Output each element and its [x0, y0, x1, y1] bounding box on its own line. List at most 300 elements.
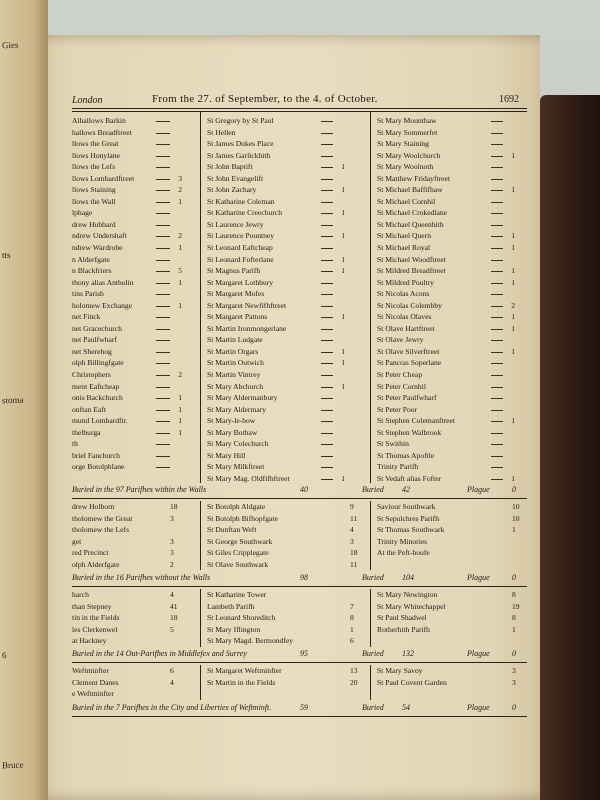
parish-name: St Vedaft alias Fofter — [377, 473, 442, 483]
burial-count: 1 — [511, 277, 515, 287]
parish-row — [72, 277, 184, 289]
leader-line — [156, 444, 170, 445]
parish-row — [207, 346, 347, 358]
parish-name: Weftminfter — [72, 666, 109, 675]
parish-row — [72, 150, 184, 162]
column-divider — [370, 665, 371, 700]
parish-name: St Mary Abchurch — [207, 381, 264, 391]
parish-name: drew Holborn — [72, 502, 115, 511]
parish-row — [72, 196, 184, 208]
leader-line — [491, 352, 503, 353]
parish-name: St Paul Shadwel — [377, 613, 427, 622]
parish-row — [207, 323, 347, 335]
buried-total: 54 — [402, 703, 410, 712]
burial-count: 3 — [170, 513, 174, 523]
summary-label: Buried in the 7 Parifhes in the City and Liberties of Weftminft. — [72, 703, 272, 712]
leader-line — [156, 167, 170, 168]
parish-row — [72, 369, 184, 381]
leader-line — [321, 433, 333, 434]
summary-rule — [72, 662, 527, 663]
leader-line — [321, 306, 333, 307]
leader-line — [491, 225, 503, 226]
leader-line — [491, 202, 503, 203]
leader-line — [156, 421, 170, 422]
parish-row — [377, 173, 517, 185]
buried-total: 104 — [402, 573, 414, 582]
leader-line — [321, 456, 333, 457]
parish-row — [207, 230, 347, 242]
burial-count: 1 — [341, 473, 345, 483]
leader-line — [491, 190, 503, 191]
parish-name: St Michael Crokedlane — [377, 208, 448, 218]
burial-count: 8 — [350, 613, 354, 622]
parish-name: at Hackney — [72, 636, 107, 645]
parish-name: net Finck — [72, 312, 101, 322]
parish-row — [377, 138, 517, 150]
leader-line — [491, 306, 503, 307]
parish-name: St Michael Queenhith — [377, 219, 444, 229]
burial-count: 1 — [511, 312, 515, 322]
leader-line — [491, 444, 503, 445]
plague-total: 0 — [512, 703, 516, 712]
leader-line — [321, 202, 333, 203]
parish-name: St Mary Bothaw — [207, 427, 258, 437]
parish-row — [72, 438, 184, 450]
leader-line — [321, 398, 333, 399]
bill-of-mortality-page — [30, 35, 540, 800]
leader-line — [156, 410, 170, 411]
burial-count: 1 — [341, 185, 345, 195]
parish-name: St Thomas Southwark — [377, 525, 445, 534]
parish-name: ndrew Wardrobe — [72, 243, 123, 253]
parish-name: St Mary Newington — [377, 590, 438, 599]
parish-row — [377, 196, 517, 208]
leader-line — [491, 213, 503, 214]
parish-name: St Mary Aldermary — [207, 404, 267, 414]
leader-line — [321, 283, 333, 284]
parish-name: tin in the Fields — [72, 613, 120, 622]
leader-line — [321, 236, 333, 237]
leader-line — [156, 225, 170, 226]
column-divider — [370, 501, 371, 570]
parish-name: onis Backchurch — [72, 393, 123, 403]
buried-total: 132 — [402, 649, 414, 658]
leader-line — [156, 144, 170, 145]
parish-row — [72, 254, 184, 266]
parish-row — [377, 265, 517, 277]
leader-line — [156, 121, 170, 122]
burial-count: 1 — [341, 346, 345, 356]
parish-name: llows Staining — [72, 185, 116, 195]
parish-name: St Mildred Poultry — [377, 277, 434, 287]
header-rule-2 — [72, 111, 527, 112]
parish-row — [377, 207, 517, 219]
leader-line — [321, 260, 333, 261]
parish-row — [207, 242, 347, 254]
parish-name: harch — [72, 590, 89, 599]
parish-name: St Mary Savoy — [377, 666, 423, 675]
burial-count: 1 — [511, 243, 515, 253]
leader-line — [491, 167, 503, 168]
parish-row — [72, 288, 184, 300]
burial-count: 18 — [170, 613, 178, 622]
leader-line — [491, 283, 503, 284]
burial-count: 4 — [170, 590, 174, 599]
parish-name: St Sepulchres Parifh — [377, 513, 440, 523]
leader-line — [491, 317, 503, 318]
burial-count: 1 — [341, 162, 345, 172]
parish-row — [72, 559, 527, 571]
parish-name: olph Alderfgate — [72, 559, 120, 569]
parish-name: St Mary Woolnoth — [377, 162, 434, 172]
parish-row — [72, 138, 184, 150]
parish-row — [72, 450, 184, 462]
parish-row — [377, 127, 517, 139]
summary-line — [72, 649, 527, 661]
parish-name: St Leonard Eaftcheap — [207, 243, 273, 253]
leader-line — [156, 317, 170, 318]
burial-count: 1 — [511, 266, 515, 276]
leader-line — [491, 363, 503, 364]
parish-name: thelburga — [72, 427, 101, 437]
page-header — [72, 93, 527, 107]
parish-row — [72, 207, 184, 219]
parish-name: St Katharine Tower — [207, 590, 267, 599]
leader-line — [156, 213, 170, 214]
parish-row — [207, 115, 347, 127]
plague-label: Plague — [467, 703, 490, 712]
parish-name: get — [72, 536, 82, 546]
parish-row — [72, 323, 184, 335]
parish-name: n Alderfgate — [72, 254, 110, 264]
parish-name: St Mary-le-bow — [207, 416, 256, 426]
parish-name: St Michael Royal — [377, 243, 431, 253]
leader-line — [156, 340, 170, 341]
parish-name: St Peter Cheap — [377, 370, 423, 380]
leader-line — [491, 144, 503, 145]
leader-line — [156, 433, 170, 434]
parish-name: St Dunftan Weft — [207, 525, 257, 534]
burial-count: 20 — [350, 677, 358, 687]
burial-count: 1 — [512, 624, 516, 634]
burial-count: 1 — [178, 277, 182, 287]
buried-total: 42 — [402, 485, 410, 494]
left-page-edge — [0, 0, 48, 800]
parish-row — [207, 196, 347, 208]
parish-name: St John Zachary — [207, 185, 257, 195]
parish-row — [377, 323, 517, 335]
parish-name: olph Billingfgate — [72, 358, 124, 368]
parish-row — [207, 438, 347, 450]
leader-line — [491, 179, 503, 180]
burial-count: 2 — [170, 559, 174, 569]
burial-count: 1 — [341, 358, 345, 368]
parish-name: Lambeth Parifh — [207, 601, 255, 611]
parish-row — [207, 150, 347, 162]
parish-row — [72, 589, 527, 601]
header-rule — [72, 108, 527, 109]
parish-row — [207, 369, 347, 381]
burial-count: 2 — [511, 300, 515, 310]
parish-row — [377, 369, 517, 381]
leader-line — [156, 375, 170, 376]
parish-row — [72, 677, 527, 689]
parish-name: St Mary Mounthaw — [377, 116, 437, 125]
leader-line — [156, 363, 170, 364]
leader-line — [321, 121, 333, 122]
parish-row — [377, 381, 517, 393]
leader-line — [491, 329, 503, 330]
parish-name: St Pancras Soperlane — [377, 358, 442, 368]
leader-line — [156, 133, 170, 134]
leader-line — [321, 329, 333, 330]
parish-name: St Mary Hill — [207, 450, 246, 460]
burial-count: 3 — [170, 548, 174, 557]
leader-line — [321, 144, 333, 145]
buried-label: Buried — [362, 485, 384, 494]
parish-name: St Olave Southwark — [207, 559, 269, 569]
leader-line — [491, 375, 503, 376]
parish-row — [377, 473, 517, 485]
leader-line — [491, 456, 503, 457]
parish-row — [377, 392, 517, 404]
parish-name: St Mary Colechurch — [207, 439, 269, 449]
parish-name: n Blackfriers — [72, 266, 112, 276]
parish-name: St John Evangelift — [207, 173, 264, 183]
parish-row — [207, 207, 347, 219]
summary-label: Buried in the 16 Parifhes without the Walls — [72, 573, 211, 582]
parish-row — [207, 461, 347, 473]
leader-line — [491, 467, 503, 468]
parish-name: llows the Lefs — [72, 162, 116, 172]
leader-line — [321, 213, 333, 214]
burial-count: 9 — [350, 502, 354, 511]
parish-name: net Sherehog — [72, 346, 112, 356]
parish-name: St Olave Jewry — [377, 335, 424, 345]
parish-row — [72, 381, 184, 393]
leader-line — [321, 340, 333, 341]
leader-line — [321, 133, 333, 134]
leader-line — [491, 156, 503, 157]
parish-row — [72, 161, 184, 173]
leader-line — [321, 467, 333, 468]
leader-line — [491, 410, 503, 411]
parish-row — [72, 334, 184, 346]
parish-row — [207, 288, 347, 300]
parish-row — [72, 536, 527, 548]
summary-total: 95 — [300, 649, 308, 658]
burial-count: 3 — [350, 536, 354, 546]
summary-total: 40 — [300, 485, 308, 494]
leader-line — [321, 294, 333, 295]
parish-row — [377, 461, 517, 473]
leader-line — [491, 398, 503, 399]
parish-row — [207, 404, 347, 416]
parish-name: St Thomas Apoftle — [377, 450, 435, 460]
leader-line — [156, 352, 170, 353]
buried-label: Buried — [362, 573, 384, 582]
parish-row — [207, 300, 347, 312]
parish-row — [377, 242, 517, 254]
parish-name: St Katharine Coleman — [207, 196, 275, 206]
leader-line — [321, 167, 333, 168]
burial-count: 6 — [170, 666, 174, 675]
parish-row — [207, 138, 347, 150]
left-page-fragment: Bruce — [2, 759, 24, 771]
burial-count: 11 — [350, 559, 358, 569]
parish-row — [207, 415, 347, 427]
parish-name: St Leonard Shoreditch — [207, 613, 276, 622]
year: 1692 — [499, 94, 519, 105]
parish-name: St James Garlickhith — [207, 150, 271, 160]
leader-line — [321, 479, 333, 480]
burial-count: 1 — [511, 231, 515, 241]
parish-row — [72, 461, 184, 473]
parish-name: St Mary Aldermanbury — [207, 393, 278, 403]
parish-name: th — [72, 439, 78, 449]
parish-row — [72, 115, 184, 127]
buried-label: Buried — [362, 649, 384, 658]
parish-row — [72, 184, 184, 196]
leader-line — [321, 179, 333, 180]
burial-count: 13 — [350, 666, 358, 675]
parish-row — [377, 404, 517, 416]
parish-row — [72, 265, 184, 277]
leader-line — [156, 398, 170, 399]
parish-name: e Weftminfter — [72, 689, 115, 698]
parish-name: drew Hubbard — [72, 219, 116, 229]
left-page-fragment: stoma — [2, 394, 24, 406]
burial-count: 1 — [178, 393, 182, 403]
parish-name: St Mary Magd. Bermondfey — [207, 636, 294, 645]
parish-name: St Margaret Mofes — [207, 289, 265, 299]
leader-line — [321, 375, 333, 376]
plague-label: Plague — [467, 649, 490, 658]
burial-count: 1 — [511, 473, 515, 483]
parish-row — [72, 311, 184, 323]
parish-row — [377, 161, 517, 173]
parish-row — [72, 404, 184, 416]
parish-name: orge Botolphlane — [72, 462, 125, 472]
parish-row — [72, 173, 184, 185]
leader-line — [491, 421, 503, 422]
parish-row — [207, 277, 347, 289]
parish-name: St Magnus Parifh — [207, 266, 261, 276]
leader-line — [491, 294, 503, 295]
leader-line — [156, 248, 170, 249]
plague-label: Plague — [467, 573, 490, 582]
parish-name: net Gracechurch — [72, 323, 122, 333]
burial-count: 1 — [341, 208, 345, 218]
burial-count: 1 — [178, 416, 182, 426]
burial-count: 4 — [170, 677, 174, 687]
parish-name: lphage — [72, 208, 93, 218]
parish-row — [207, 184, 347, 196]
parish-row — [72, 392, 184, 404]
parish-name: St Mary Staining — [377, 139, 429, 149]
leader-line — [321, 421, 333, 422]
parish-row — [377, 415, 517, 427]
parish-name: St Hellen — [207, 127, 236, 137]
burial-count: 4 — [350, 525, 354, 534]
parish-block — [72, 589, 527, 647]
parish-name: Christophers — [72, 370, 111, 380]
parish-name: St Martin in the Fields — [207, 677, 276, 687]
leader-line — [491, 271, 503, 272]
parish-name: St Nicolas Olaves — [377, 312, 432, 322]
parish-name: tholomew the Lefs — [72, 525, 129, 534]
parish-name: St Botolph Bifhopfgate — [207, 513, 278, 523]
parish-row — [72, 601, 527, 613]
leader-line — [156, 156, 170, 157]
burial-count: 5 — [178, 266, 182, 276]
summary-rule — [72, 716, 527, 717]
parish-name: St George Southwark — [207, 536, 273, 546]
burial-count: 1 — [350, 624, 354, 634]
burial-count: 18 — [350, 548, 358, 557]
parish-name: St Stephen Colemanftreet — [377, 416, 456, 426]
parish-name: St Katharine Creechurch — [207, 208, 283, 218]
parish-name: St Peter Cornhil — [377, 381, 426, 391]
parish-row — [72, 427, 184, 439]
parish-name: St Mildred Breadftreet — [377, 266, 446, 276]
burial-count: 19 — [512, 601, 520, 611]
parish-row — [207, 473, 347, 485]
summary-rule — [72, 586, 527, 587]
leader-line — [491, 433, 503, 434]
column-divider — [370, 111, 371, 483]
burial-count: 2 — [178, 370, 182, 380]
burial-count: 3 — [512, 666, 516, 675]
parish-row — [72, 501, 527, 513]
parish-name: Clement Danes — [72, 677, 119, 687]
parish-row — [72, 513, 527, 525]
parish-row — [207, 357, 347, 369]
parish-name: St John Baptift — [207, 162, 253, 172]
parish-row — [72, 524, 527, 536]
parish-row — [207, 381, 347, 393]
parish-name: St Gregory by St Paul — [207, 116, 274, 125]
parish-name: St Olave Silverftreet — [377, 346, 440, 356]
parish-row — [72, 219, 184, 231]
parish-row — [72, 547, 527, 559]
walls-column — [377, 115, 517, 485]
buried-label: Buried — [362, 703, 384, 712]
leader-line — [321, 248, 333, 249]
burial-count: 18 — [170, 502, 178, 511]
column-divider — [200, 111, 201, 483]
summary-total: 98 — [300, 573, 308, 582]
plague-total: 0 — [512, 485, 516, 494]
column-divider — [200, 501, 201, 570]
leader-line — [321, 387, 333, 388]
parish-name: Saviour Southwark — [377, 502, 436, 511]
burial-count: 8 — [512, 590, 516, 599]
plague-total: 0 — [512, 573, 516, 582]
parish-name: St Stephen Walbrook — [377, 427, 442, 437]
parish-name: St Mary Iflington — [207, 624, 261, 634]
burial-count: 1 — [511, 323, 515, 333]
parish-name: St Michael Baffifhaw — [377, 185, 443, 195]
parish-name: St Margaret Pattons — [207, 312, 268, 322]
parish-name: St Martin Orgars — [207, 346, 259, 356]
parish-name: St Michael Cornhil — [377, 196, 436, 206]
parish-name: llows Honylane — [72, 150, 120, 160]
parish-row — [377, 311, 517, 323]
burial-count: 1 — [178, 300, 182, 310]
summary-label: Buried in the 14 Out-Parifhes in Middlefex and Surrey — [72, 649, 247, 658]
summary-label: Buried in the 97 Parifhes within the Walls — [72, 485, 207, 494]
